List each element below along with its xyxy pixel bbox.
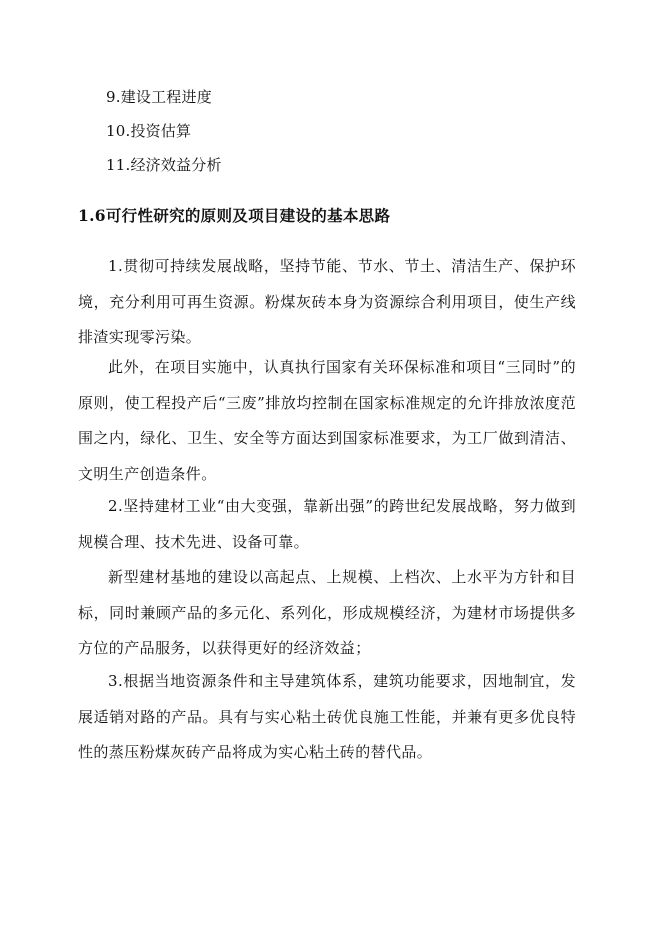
list-item: 10.投资估算 <box>106 122 192 140</box>
list-item: 11.经济效益分析 <box>106 156 222 174</box>
paragraph: 新型建材基地的建设以高起点、上规模、上档次、上水平为方针和目标，同时兼顾产品的多元化、系列化，形成规模经济，为建材市场提供多方位的产品服务，以获得更好的经济效益； <box>78 568 576 657</box>
list-item: 9.建设工程进度 <box>106 88 212 106</box>
paragraph: 1.贯彻可持续发展战略，坚持节能、节水、节土、清洁生产、保护环境，充分利用可再生资源。粉煤灰砖本身为资源综合利用项目，使生产线排渣实现零污染。 <box>78 257 576 346</box>
paragraph: 3.根据当地资源条件和主导建筑体系，建筑功能要求，因地制宜，发展适销对路的产品。具有与实心粘土砖优良施工性能，并兼有更多优良特性的蒸压粉煤灰砖产品将成为实心粘土砖的替代品。 <box>78 672 576 761</box>
section-heading: 1.6可行性研究的原则及项目建设的基本思路 <box>78 206 391 225</box>
paragraph: 此外，在项目实施中，认真执行国家有关环保标准和项目“三同时”的原则，使工程投产后“三废”排放均控制在国家标准规定的允许排放浓度范围之内，绿化、卫生、安全等方面达到国家标准要求，为工厂做到清洁、文明生产创造条件。 <box>78 358 576 483</box>
paragraph: 2.坚持建材工业“由大变强，靠新出强”的跨世纪发展战略，努力做到规模合理、技术先进、设备可靠。 <box>78 497 576 551</box>
